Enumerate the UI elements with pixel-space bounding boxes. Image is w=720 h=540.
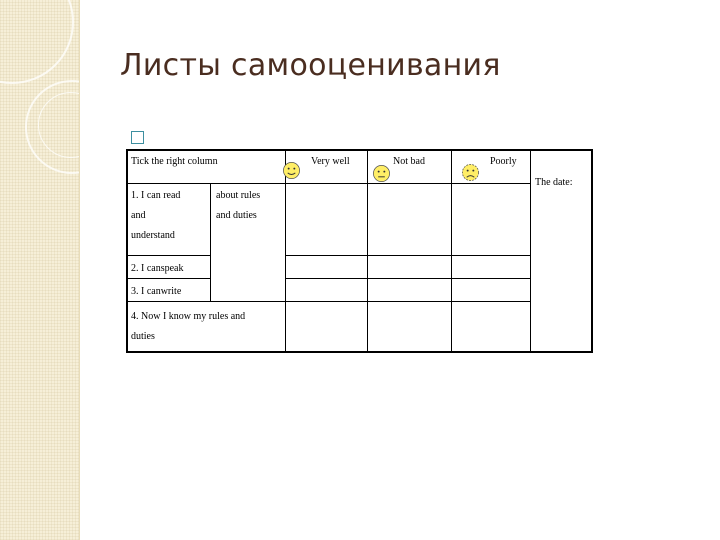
row-divider: [126, 255, 211, 256]
row1-text: and: [131, 210, 146, 221]
row3-text: 3. I canwrite: [131, 286, 182, 297]
row1-text-right: about rules: [216, 190, 261, 201]
row-divider: [285, 278, 531, 279]
slide-title: Листы самооценивания: [120, 48, 501, 83]
smiley-face-icon: [282, 161, 301, 180]
row1-text: 1. I can read: [131, 190, 181, 201]
table-border-top: [126, 149, 593, 151]
header-the-date: The date:: [535, 177, 573, 188]
column-divider: [210, 183, 211, 302]
row-divider: [126, 183, 531, 184]
row-divider: [126, 278, 211, 279]
row-divider: [285, 255, 531, 256]
column-divider: [530, 149, 531, 353]
row4-text: 4. Now I know my rules and: [131, 311, 246, 322]
sad-face-icon: [461, 163, 480, 182]
column-divider: [451, 149, 452, 353]
side-panel-edge: [79, 0, 80, 540]
header-not-bad: Not bad: [393, 156, 425, 167]
row2-text: 2. I canspeak: [131, 263, 184, 274]
header-very-well: Very well: [311, 156, 350, 167]
decorative-circle: [0, 0, 74, 84]
table-border-bottom: [126, 351, 593, 353]
header-poorly: Poorly: [490, 156, 517, 167]
neutral-face-icon: [372, 164, 391, 183]
column-divider: [367, 149, 368, 353]
bullet-square-icon: [131, 131, 144, 144]
table-border-left: [126, 149, 128, 353]
decorative-side-panel: [0, 0, 79, 540]
row1-text: understand: [131, 230, 175, 241]
row1-text-right: and duties: [216, 210, 257, 221]
row-divider: [126, 301, 531, 302]
header-tick-the-right-column: Tick the right column: [131, 156, 218, 167]
table-border-right: [591, 149, 593, 353]
row4-text: duties: [131, 331, 155, 342]
